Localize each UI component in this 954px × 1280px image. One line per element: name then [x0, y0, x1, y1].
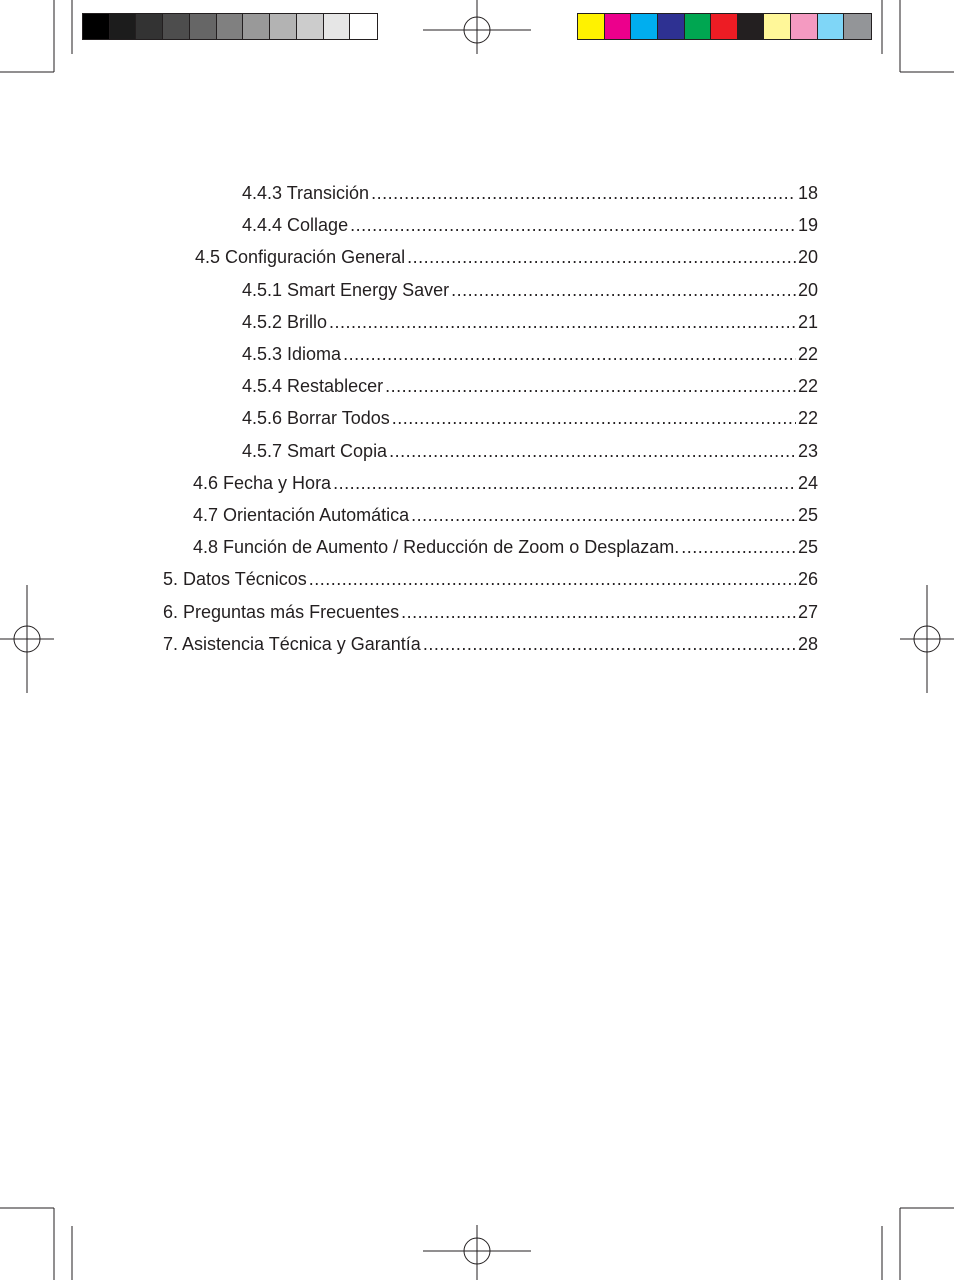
registration-mark-right — [900, 585, 954, 693]
toc-dot-leader — [343, 343, 796, 365]
toc-dot-leader — [329, 311, 796, 333]
toc-dot-leader — [407, 246, 796, 268]
color-swatch — [764, 14, 791, 39]
toc-dot-leader — [423, 633, 796, 655]
toc-entry-title: 4.4.4 Collage — [242, 215, 349, 236]
registration-mark-top — [423, 0, 531, 54]
toc-entry-page-number: 27 — [797, 601, 818, 622]
color-swatch — [578, 14, 605, 39]
toc-entry-page-number: 24 — [797, 472, 818, 493]
color-swatch — [658, 14, 685, 39]
color-swatch — [605, 14, 632, 39]
grayscale-color-bar — [82, 13, 378, 40]
toc-entry[interactable] — [242, 279, 818, 301]
toc-entry-page-number: 26 — [797, 569, 818, 590]
toc-entry-title: 4.5.2 Brillo — [242, 311, 328, 332]
toc-entry[interactable] — [193, 472, 818, 494]
toc-entry-page-number: 25 — [797, 505, 818, 525]
toc-dot-leader — [350, 214, 796, 236]
color-swatch — [217, 14, 244, 39]
color-swatch — [136, 14, 163, 39]
toc-entry-title: 6. Preguntas más Frecuentes — [163, 601, 400, 622]
toc-entry[interactable] — [242, 407, 818, 429]
registration-mark-left — [0, 585, 54, 693]
toc-entry-title: 4.5.1 Smart Energy Saver — [242, 279, 450, 300]
toc-entry-page-number: 22 — [797, 344, 818, 364]
color-swatch — [83, 14, 110, 39]
toc-entry-title: 4.4.3 Transición — [242, 183, 370, 203]
registration-mark-bottom — [423, 1225, 531, 1280]
color-swatch — [738, 14, 765, 39]
color-swatch — [190, 14, 217, 39]
toc-entry-page-number: 20 — [797, 247, 818, 268]
color-swatch — [818, 14, 845, 39]
toc-entry[interactable] — [163, 633, 818, 655]
toc-entry[interactable] — [195, 246, 818, 268]
toc-entry[interactable] — [193, 536, 818, 558]
toc-entry-page-number: 25 — [797, 537, 818, 558]
toc-entry[interactable] — [242, 343, 818, 365]
toc-entry[interactable] — [163, 601, 818, 623]
color-swatch — [270, 14, 297, 39]
toc-entry-title: 4.5 Configuración General — [195, 247, 406, 268]
toc-entry-title: 4.5.3 Idioma — [242, 344, 342, 364]
toc-entry-page-number: 22 — [797, 376, 818, 397]
toc-dot-leader — [451, 279, 796, 301]
toc-entry-title: 4.8 Función de Aumento / Reducción de Zoom o Desplazam. — [193, 537, 680, 558]
toc-entry-page-number: 22 — [797, 408, 818, 429]
color-swatch — [791, 14, 818, 39]
color-swatch — [711, 14, 738, 39]
toc-entry-title: 4.5.4 Restablecer — [242, 376, 384, 397]
toc-entry[interactable] — [242, 311, 818, 333]
toc-dot-leader — [309, 568, 796, 590]
toc-entry-title: 4.5.6 Borrar Todos — [242, 408, 390, 429]
color-swatch — [685, 14, 712, 39]
color-swatch — [631, 14, 658, 39]
toc-entry-title: 7. Asistencia Técnica y Garantía — [163, 633, 421, 654]
color-swatch — [350, 14, 377, 39]
toc-dot-leader — [371, 182, 796, 204]
toc-entry-title: 4.6 Fecha y Hora — [193, 472, 332, 493]
color-swatch — [110, 14, 137, 39]
toc-dot-leader — [333, 472, 796, 494]
toc-dot-leader — [411, 504, 796, 526]
toc-entry-title: 5. Datos Técnicos — [163, 569, 307, 590]
toc-dot-leader — [681, 536, 796, 558]
toc-dot-leader — [401, 601, 796, 623]
toc-entry-page-number: 28 — [797, 633, 818, 654]
toc-entry[interactable] — [242, 214, 818, 236]
toc-entry[interactable] — [163, 568, 818, 590]
toc-entry[interactable] — [242, 375, 818, 397]
process-color-bar — [577, 13, 872, 40]
color-swatch — [163, 14, 190, 39]
toc-entry[interactable] — [193, 504, 818, 526]
toc-entry[interactable] — [242, 182, 818, 204]
toc-entry-page-number: 21 — [797, 311, 818, 332]
toc-dot-leader — [389, 440, 796, 462]
toc-entry-page-number: 18 — [797, 183, 818, 203]
color-swatch — [324, 14, 351, 39]
color-swatch — [297, 14, 324, 39]
toc-entry-page-number: 23 — [797, 440, 818, 461]
toc-entry-title: 4.7 Orientación Automática — [193, 505, 410, 525]
toc-entry[interactable] — [242, 440, 818, 462]
color-swatch — [844, 14, 871, 39]
toc-entry-title: 4.5.7 Smart Copia — [242, 440, 388, 461]
toc-dot-leader — [392, 407, 796, 429]
color-swatch — [243, 14, 270, 39]
toc-dot-leader — [385, 375, 796, 397]
toc-entry-page-number: 20 — [797, 279, 818, 300]
toc-entry-page-number: 19 — [797, 215, 818, 236]
